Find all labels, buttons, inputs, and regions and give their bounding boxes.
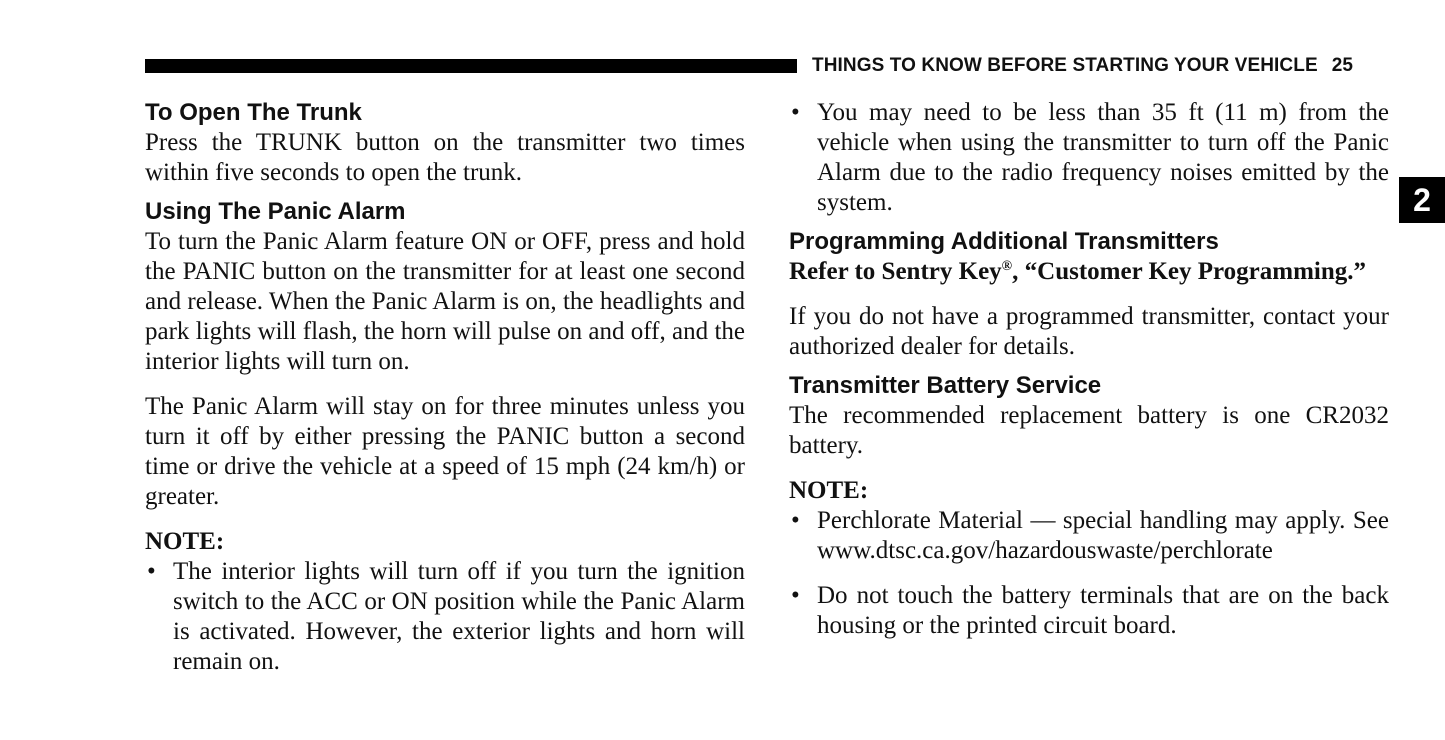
registered-mark: ® [1001,259,1013,274]
bullet-dot: • [791,99,800,126]
running-title: THINGS TO KNOW BEFORE STARTING YOUR VEHICLE [812,55,1318,76]
panic-paragraph-1: To turn the Panic Alarm feature ON or OFF, press and hold the PANIC button on the transmitter for at least one second and release. When the Panic Alarm is on, the headlights and park lights will flash, the horn will pulse on and off, and the interior lights will turn on. [145,228,745,375]
programming-heading: Programming Additional Transmitters [789,228,1219,255]
range-bullet-text: You may need to be less than 35 ft (11 m) from the vehicle when using the transmitter to turn off the Panic Alarm due to the radio frequency noises emitted by the system. [817,99,1389,216]
terminals-bullet-text: Do not touch the battery terminals that are on the back housing or the printed circuit board. [817,582,1389,639]
note-label-right: NOTE: [789,477,869,504]
header-rule [145,59,797,73]
battery-heading: Transmitter Battery Service [789,372,1102,399]
note-bullet-text: The interior lights will turn off if you turn the ignition switch to the ACC or ON position while the Panic Alarm is activated. However, the exterior lights and horn will remain on. [173,558,745,675]
reference-text-b: , “Customer Key Programming.” [1012,258,1367,285]
programming-paragraph: If you do not have a programmed transmitter, contact your authorized dealer for details. [789,303,1389,360]
terminals-bullet [789,581,1389,641]
panic-paragraph-2: The Panic Alarm will stay on for three minutes unless you turn it off by either pressing the PANIC button a second time or drive the vehicle at a speed of 15 mph (24 km/h) or greater. [145,393,745,510]
right-column [789,98,1389,641]
perchlorate-bullet-text: Perchlorate Material — special handling may apply. See www.dtsc.ca.gov/hazardouswaste/perchlorate [817,507,1389,564]
trunk-heading: To Open The Trunk [145,99,362,126]
page-number: 25 [1331,55,1354,76]
perchlorate-bullet [789,506,1389,566]
running-header [812,55,1353,77]
trunk-paragraph: Press the TRUNK button on the transmitter two times within five seconds to open the trunk. [145,129,745,186]
bullet-dot: • [791,507,800,534]
battery-paragraph: The recommended replacement battery is one CR2032 battery. [789,402,1389,459]
left-column [145,98,745,677]
note-label-left: NOTE: [145,528,225,555]
bullet-dot: • [147,558,156,585]
programming-reference [789,257,1389,287]
reference-text-a: Refer to Sentry Key [789,258,1002,285]
chapter-tab: 2 [1399,177,1445,223]
range-bullet [789,98,1389,218]
panic-heading: Using The Panic Alarm [145,198,406,225]
note-bullet-left [145,557,745,677]
bullet-dot: • [791,582,800,609]
